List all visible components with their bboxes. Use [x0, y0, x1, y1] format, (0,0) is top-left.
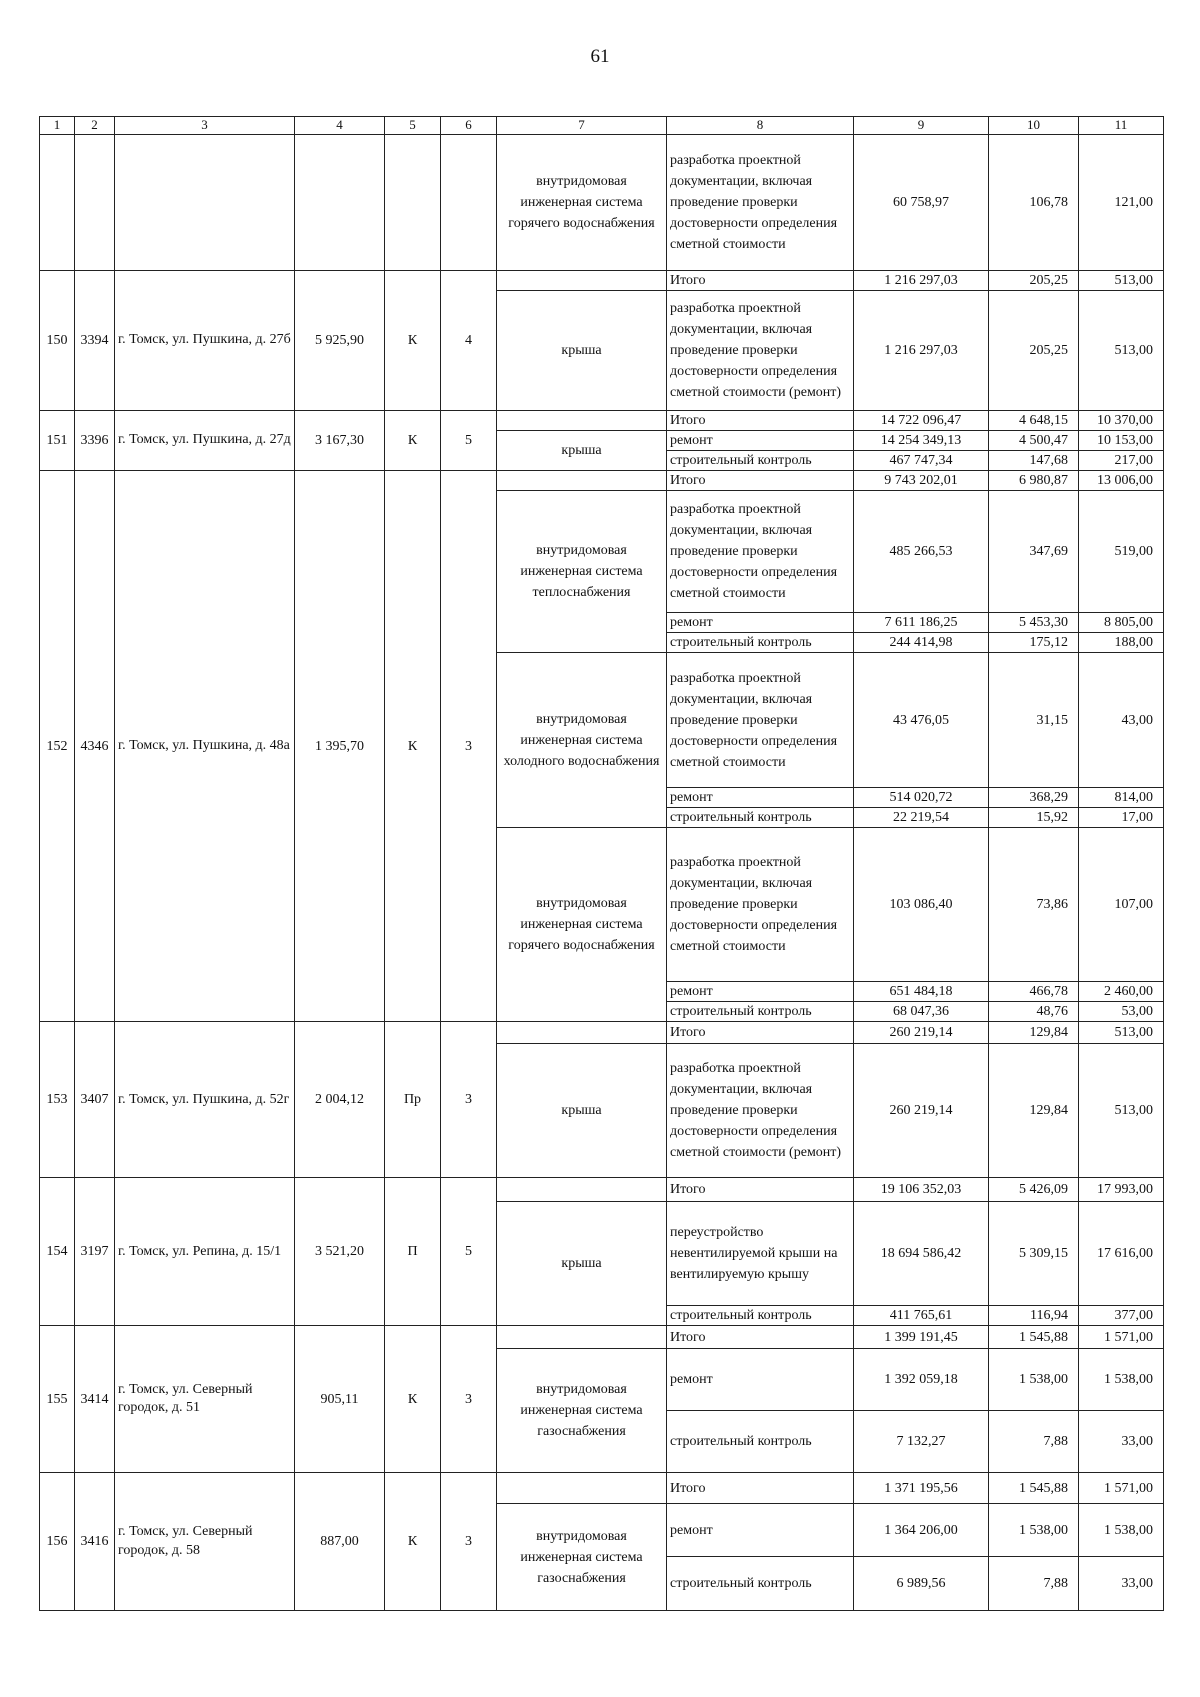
total-label: Итого: [667, 1326, 854, 1349]
work-type: строительный контроль: [667, 1002, 854, 1022]
cost-value: 14 254 349,13: [854, 431, 989, 451]
work-type: строительный контроль: [667, 633, 854, 653]
empty-cell: [497, 471, 667, 491]
work-type: разработка проектной документации, включая проведение проверки достоверности определения сметной стоимости: [667, 491, 854, 613]
wall-material: П: [385, 1178, 441, 1326]
cost-value: 467 747,34: [854, 451, 989, 471]
house-address: г. Томск, ул. Пушкина, д. 27д: [115, 411, 295, 471]
limit-cost-value: 17,00: [1079, 808, 1164, 828]
limit-cost-value: 377,00: [1079, 1306, 1164, 1326]
limit-cost-value: 121,00: [1079, 135, 1164, 271]
unit-cost-value: 73,86: [989, 828, 1079, 982]
wall-material: К: [385, 1326, 441, 1473]
house-address: г. Томск, ул. Северный городок, д. 58: [115, 1473, 295, 1611]
house-area: 3 521,20: [295, 1178, 385, 1326]
unit-cost-value: 5 309,15: [989, 1202, 1079, 1306]
unit-cost-value: 116,94: [989, 1306, 1079, 1326]
limit-cost-value: 8 805,00: [1079, 613, 1164, 633]
structural-element: крыша: [497, 431, 667, 471]
table-row: [40, 411, 1164, 431]
structural-element: крыша: [497, 1202, 667, 1326]
column-number: 11: [1079, 117, 1164, 135]
unit-cost-value: 31,15: [989, 653, 1079, 788]
empty-cell: [497, 1022, 667, 1044]
total-label: Итого: [667, 411, 854, 431]
table-row: [40, 135, 1164, 271]
limit-cost-value: 53,00: [1079, 1002, 1164, 1022]
row-number: 152: [40, 471, 75, 1022]
total-unit-cost: 6 980,87: [989, 471, 1079, 491]
total-cost: 14 722 096,47: [854, 411, 989, 431]
total-label: Итого: [667, 271, 854, 291]
floor-count: 3: [441, 1022, 497, 1178]
limit-cost-value: 1 538,00: [1079, 1504, 1164, 1557]
structural-element: внутридомовая инженерная система горячего водоснабжения: [497, 828, 667, 1022]
work-type: строительный контроль: [667, 1411, 854, 1473]
total-cost: 260 219,14: [854, 1022, 989, 1044]
total-limit-cost: 513,00: [1079, 271, 1164, 291]
work-type: разработка проектной документации, включая проведение проверки достоверности определения сметной стоимости: [667, 828, 854, 982]
unit-cost-value: 347,69: [989, 491, 1079, 613]
column-number: 5: [385, 117, 441, 135]
column-number: 9: [854, 117, 989, 135]
empty-cell: [497, 411, 667, 431]
floor-count: 3: [441, 1473, 497, 1611]
limit-cost-value: 107,00: [1079, 828, 1164, 982]
structural-element: крыша: [497, 291, 667, 411]
column-number: 3: [115, 117, 295, 135]
unit-cost-value: 147,68: [989, 451, 1079, 471]
house-address: г. Томск, ул. Репина, д. 15/1: [115, 1178, 295, 1326]
house-area: 2 004,12: [295, 1022, 385, 1178]
house-code: 3197: [75, 1178, 115, 1326]
cost-value: 7 132,27: [854, 1411, 989, 1473]
house-code: 3394: [75, 271, 115, 411]
cost-value: 68 047,36: [854, 1002, 989, 1022]
house-code: 3396: [75, 411, 115, 471]
table-row: [40, 271, 1164, 291]
total-limit-cost: 513,00: [1079, 1022, 1164, 1044]
empty-cell: [497, 1178, 667, 1202]
limit-cost-value: 33,00: [1079, 1557, 1164, 1611]
cost-value: 103 086,40: [854, 828, 989, 982]
unit-cost-value: 5 453,30: [989, 613, 1079, 633]
unit-cost-value: 1 538,00: [989, 1349, 1079, 1411]
total-label: Итого: [667, 1473, 854, 1504]
house-address: г. Томск, ул. Пушкина, д. 48а: [115, 471, 295, 1022]
house-address: г. Томск, ул. Северный городок, д. 51: [115, 1326, 295, 1473]
table-row: [40, 1022, 1164, 1044]
cost-value: 1 364 206,00: [854, 1504, 989, 1557]
unit-cost-value: 205,25: [989, 291, 1079, 411]
wall-material: К: [385, 271, 441, 411]
work-type: ремонт: [667, 1349, 854, 1411]
column-number: 7: [497, 117, 667, 135]
floor-count: 4: [441, 271, 497, 411]
unit-cost-value: 7,88: [989, 1411, 1079, 1473]
unit-cost-value: 175,12: [989, 633, 1079, 653]
cost-value: 244 414,98: [854, 633, 989, 653]
limit-cost-value: 17 616,00: [1079, 1202, 1164, 1306]
column-number: 10: [989, 117, 1079, 135]
cost-value: 260 219,14: [854, 1044, 989, 1178]
total-cost: 1 371 195,56: [854, 1473, 989, 1504]
empty-cell: [40, 135, 75, 271]
row-number: 154: [40, 1178, 75, 1326]
total-unit-cost: 129,84: [989, 1022, 1079, 1044]
total-label: Итого: [667, 1178, 854, 1202]
unit-cost-value: 1 538,00: [989, 1504, 1079, 1557]
cost-value: 43 476,05: [854, 653, 989, 788]
work-type: разработка проектной документации, включая проведение проверки достоверности определения сметной стоимости (ремонт): [667, 1044, 854, 1178]
cost-value: 7 611 186,25: [854, 613, 989, 633]
empty-cell: [75, 135, 115, 271]
empty-cell: [385, 135, 441, 271]
total-limit-cost: 17 993,00: [1079, 1178, 1164, 1202]
total-cost: 1 216 297,03: [854, 271, 989, 291]
house-area: 3 167,30: [295, 411, 385, 471]
limit-cost-value: 217,00: [1079, 451, 1164, 471]
total-cost: 19 106 352,03: [854, 1178, 989, 1202]
cost-value: 60 758,97: [854, 135, 989, 271]
house-address: г. Томск, ул. Пушкина, д. 52г: [115, 1022, 295, 1178]
capital-repair-table: [39, 116, 1164, 1611]
cost-value: 485 266,53: [854, 491, 989, 613]
empty-cell: [497, 1326, 667, 1349]
floor-count: 3: [441, 471, 497, 1022]
house-area: 5 925,90: [295, 271, 385, 411]
limit-cost-value: 2 460,00: [1079, 982, 1164, 1002]
total-cost: 1 399 191,45: [854, 1326, 989, 1349]
unit-cost-value: 7,88: [989, 1557, 1079, 1611]
total-limit-cost: 13 006,00: [1079, 471, 1164, 491]
table-row: [40, 1178, 1164, 1202]
total-label: Итого: [667, 471, 854, 491]
column-number: 8: [667, 117, 854, 135]
work-type: ремонт: [667, 1504, 854, 1557]
cost-value: 6 989,56: [854, 1557, 989, 1611]
wall-material: К: [385, 1473, 441, 1611]
row-number: 150: [40, 271, 75, 411]
empty-cell: [441, 135, 497, 271]
unit-cost-value: 48,76: [989, 1002, 1079, 1022]
work-type: разработка проектной документации, включая проведение проверки достоверности определения сметной стоимости: [667, 653, 854, 788]
total-unit-cost: 5 426,09: [989, 1178, 1079, 1202]
total-label: Итого: [667, 1022, 854, 1044]
work-type: строительный контроль: [667, 808, 854, 828]
work-type: разработка проектной документации, включая проведение проверки достоверности определения сметной стоимости: [667, 135, 854, 271]
empty-cell: [497, 1473, 667, 1504]
total-unit-cost: 4 648,15: [989, 411, 1079, 431]
structural-element: крыша: [497, 1044, 667, 1178]
cost-value: 22 219,54: [854, 808, 989, 828]
unit-cost-value: 106,78: [989, 135, 1079, 271]
unit-cost-value: 15,92: [989, 808, 1079, 828]
structural-element: внутридомовая инженерная система газоснабжения: [497, 1349, 667, 1473]
column-number: 6: [441, 117, 497, 135]
wall-material: К: [385, 471, 441, 1022]
column-number-row: [40, 117, 1164, 135]
floor-count: 5: [441, 411, 497, 471]
work-type: ремонт: [667, 431, 854, 451]
work-type: разработка проектной документации, включая проведение проверки достоверности определения сметной стоимости (ремонт): [667, 291, 854, 411]
limit-cost-value: 513,00: [1079, 291, 1164, 411]
structural-element: внутридомовая инженерная система горячего водоснабжения: [497, 135, 667, 271]
house-address: г. Томск, ул. Пушкина, д. 27б: [115, 271, 295, 411]
column-number: 2: [75, 117, 115, 135]
structural-element: внутридомовая инженерная система газоснабжения: [497, 1504, 667, 1611]
house-area: 887,00: [295, 1473, 385, 1611]
empty-cell: [115, 135, 295, 271]
row-number: 155: [40, 1326, 75, 1473]
house-code: 3414: [75, 1326, 115, 1473]
limit-cost-value: 1 538,00: [1079, 1349, 1164, 1411]
total-unit-cost: 205,25: [989, 271, 1079, 291]
cost-value: 1 216 297,03: [854, 291, 989, 411]
page-number: 61: [590, 46, 610, 67]
structural-element: внутридомовая инженерная система теплоснабжения: [497, 491, 667, 653]
column-number: 4: [295, 117, 385, 135]
table-row: [40, 1473, 1164, 1504]
empty-cell: [295, 135, 385, 271]
unit-cost-value: 368,29: [989, 788, 1079, 808]
limit-cost-value: 188,00: [1079, 633, 1164, 653]
house-area: 1 395,70: [295, 471, 385, 1022]
table-row: [40, 1326, 1164, 1349]
total-limit-cost: 10 370,00: [1079, 411, 1164, 431]
floor-count: 5: [441, 1178, 497, 1326]
total-limit-cost: 1 571,00: [1079, 1326, 1164, 1349]
work-type: ремонт: [667, 982, 854, 1002]
cost-value: 411 765,61: [854, 1306, 989, 1326]
cost-value: 1 392 059,18: [854, 1349, 989, 1411]
column-number: 1: [40, 117, 75, 135]
unit-cost-value: 466,78: [989, 982, 1079, 1002]
table-row: [40, 471, 1164, 491]
cost-value: 18 694 586,42: [854, 1202, 989, 1306]
total-unit-cost: 1 545,88: [989, 1473, 1079, 1504]
cost-value: 514 020,72: [854, 788, 989, 808]
work-type: строительный контроль: [667, 451, 854, 471]
floor-count: 3: [441, 1326, 497, 1473]
work-type: ремонт: [667, 788, 854, 808]
wall-material: Пр: [385, 1022, 441, 1178]
work-type: строительный контроль: [667, 1557, 854, 1611]
limit-cost-value: 10 153,00: [1079, 431, 1164, 451]
limit-cost-value: 814,00: [1079, 788, 1164, 808]
work-type: переустройство невентилируемой крыши на вентилируемую крышу: [667, 1202, 854, 1306]
cost-value: 651 484,18: [854, 982, 989, 1002]
house-code: 3416: [75, 1473, 115, 1611]
unit-cost-value: 129,84: [989, 1044, 1079, 1178]
limit-cost-value: 33,00: [1079, 1411, 1164, 1473]
limit-cost-value: 513,00: [1079, 1044, 1164, 1178]
wall-material: К: [385, 411, 441, 471]
row-number: 156: [40, 1473, 75, 1611]
house-area: 905,11: [295, 1326, 385, 1473]
row-number: 151: [40, 411, 75, 471]
structural-element: внутридомовая инженерная система холодного водоснабжения: [497, 653, 667, 828]
house-code: 3407: [75, 1022, 115, 1178]
total-cost: 9 743 202,01: [854, 471, 989, 491]
limit-cost-value: 43,00: [1079, 653, 1164, 788]
limit-cost-value: 519,00: [1079, 491, 1164, 613]
total-limit-cost: 1 571,00: [1079, 1473, 1164, 1504]
empty-cell: [497, 271, 667, 291]
house-code: 4346: [75, 471, 115, 1022]
work-type: ремонт: [667, 613, 854, 633]
row-number: 153: [40, 1022, 75, 1178]
total-unit-cost: 1 545,88: [989, 1326, 1079, 1349]
work-type: строительный контроль: [667, 1306, 854, 1326]
unit-cost-value: 4 500,47: [989, 431, 1079, 451]
